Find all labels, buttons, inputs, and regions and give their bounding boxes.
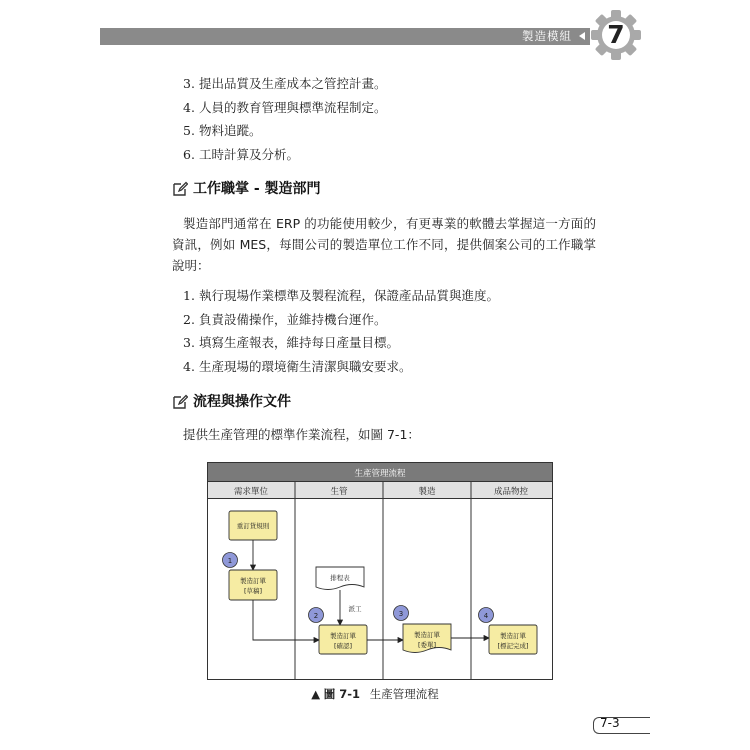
svg-text:[草稿]: [草稿] bbox=[243, 587, 263, 595]
flow-intro: 提供生產管理的標準作業流程，如圖 7-1： bbox=[183, 427, 420, 442]
list-item: 5. 物料追蹤。 bbox=[183, 123, 262, 138]
svg-text:[標記完成]: [標記完成] bbox=[497, 642, 529, 650]
list-item: 1. 執行現場作業標準及製程流程，保證產品品質與進度。 bbox=[183, 288, 500, 303]
duties-paragraph: 製造部門通常在 ERP 的功能使用較少，有更專業的軟體去掌握這一方面的資訊，例如 MES，每間公司的製造單位工作不同，提供個案公司的工作職掌說明： bbox=[172, 216, 596, 273]
svg-text:製造訂單: 製造訂單 bbox=[500, 632, 526, 640]
svg-text:4: 4 bbox=[483, 612, 489, 620]
responsibility-list-continued bbox=[183, 72, 387, 166]
chevron-left-icon bbox=[579, 32, 585, 40]
lane-header-manufacturing: 製造 bbox=[418, 487, 436, 497]
list-item: 4. 生產現場的環境衛生清潔與職安要求。 bbox=[183, 358, 412, 374]
list-item: 3. 提出品質及生產成本之管控計畫。 bbox=[183, 76, 387, 91]
chapter-title: 製造模組 bbox=[522, 29, 572, 43]
lane-header-demand: 需求單位 bbox=[233, 487, 269, 497]
chapter-header-bar bbox=[100, 28, 590, 45]
svg-text:排程表: 排程表 bbox=[330, 574, 350, 582]
lane-header-production-control: 生管 bbox=[330, 487, 348, 497]
svg-text:1: 1 bbox=[227, 557, 233, 565]
production-flowchart bbox=[207, 462, 553, 680]
triangle-up-icon: ▲ bbox=[311, 687, 321, 701]
figure-caption-text: 生產管理流程 bbox=[369, 687, 439, 701]
svg-text:2: 2 bbox=[313, 612, 319, 620]
svg-text:重訂貨規則: 重訂貨規則 bbox=[236, 522, 270, 530]
lane-header-finished-goods: 成品物控 bbox=[493, 487, 529, 497]
edit-note-icon bbox=[172, 394, 188, 410]
list-item: 3. 填寫生產報表，維持每日產量目標。 bbox=[183, 335, 400, 350]
figure-label: 圖 7-1 bbox=[323, 687, 361, 701]
list-item: 2. 負責設備操作，並維持機台運作。 bbox=[183, 311, 387, 327]
list-item: 6. 工時計算及分析。 bbox=[183, 146, 300, 162]
page-number: 7-3 bbox=[600, 716, 620, 730]
svg-text:製造訂單: 製造訂單 bbox=[330, 632, 356, 640]
svg-text:[委單]: [委單] bbox=[417, 641, 437, 649]
svg-text:[確認]: [確認] bbox=[333, 642, 353, 650]
flowchart-title: 生產管理流程 bbox=[354, 469, 406, 479]
svg-text:3: 3 bbox=[398, 610, 404, 618]
figure-caption bbox=[0, 686, 750, 702]
duties-list bbox=[183, 284, 499, 378]
node-mo-draft bbox=[229, 570, 277, 600]
svg-text:製造訂單: 製造訂單 bbox=[240, 577, 266, 585]
svg-text:製造訂單: 製造訂單 bbox=[414, 631, 440, 639]
edit-note-icon bbox=[172, 181, 188, 197]
dispatch-label: 派工 bbox=[348, 605, 362, 613]
chapter-number: 7 bbox=[607, 20, 625, 49]
list-item: 4. 人員的教育管理與標準流程制定。 bbox=[183, 99, 387, 115]
